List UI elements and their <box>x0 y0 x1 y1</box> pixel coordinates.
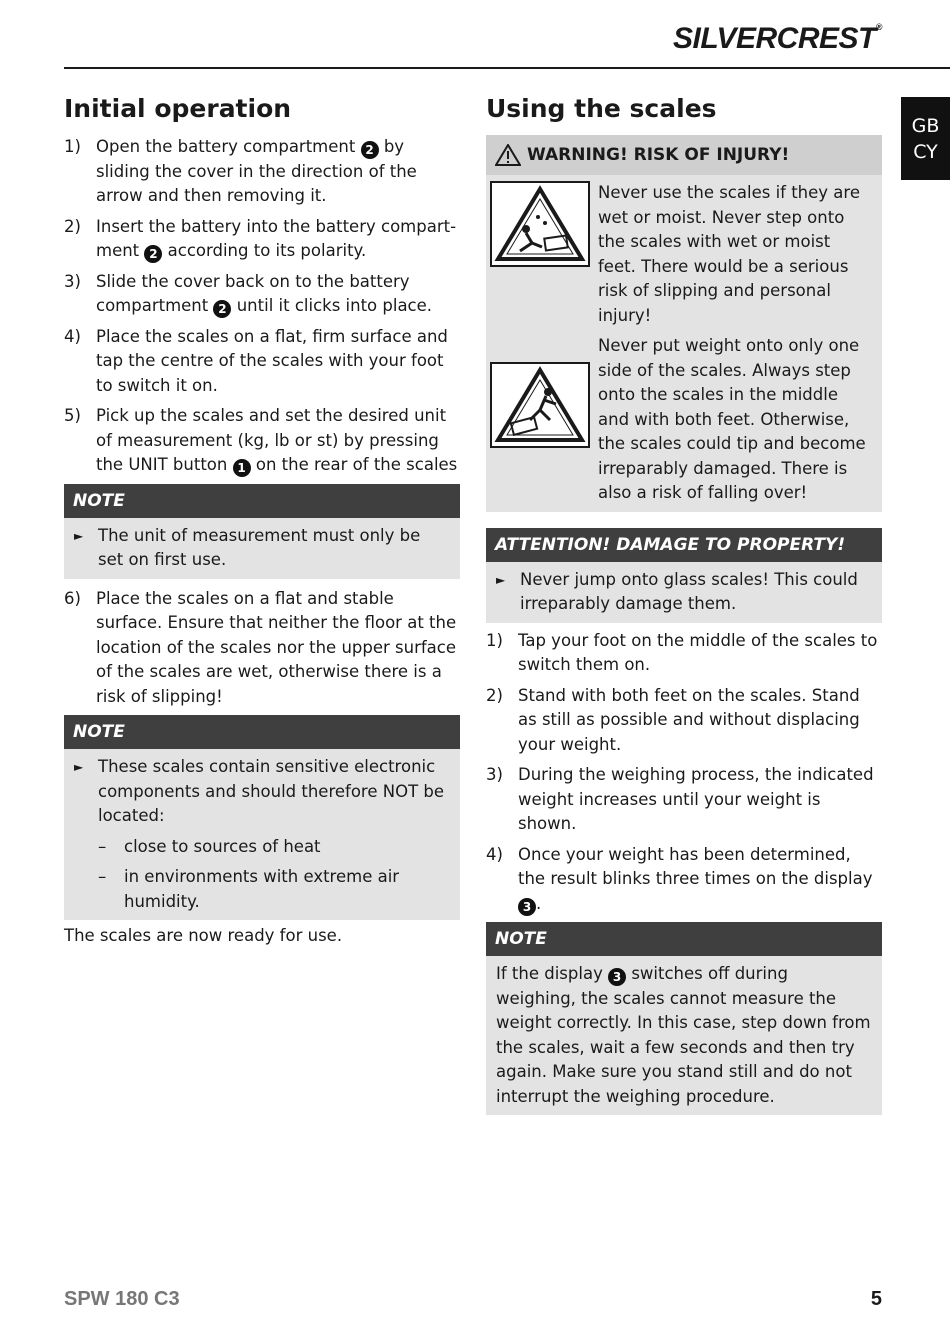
warning-box <box>486 135 882 512</box>
step-text: Tap your foot on the middle of the scales to switch them on. <box>518 630 878 674</box>
step-text: Open the battery compartment 2 by sliding the cover in the direction of the arrow and then removing it. <box>96 137 417 205</box>
section-title: Using the scales <box>486 94 717 123</box>
note-heading: NOTE <box>486 922 882 956</box>
note-box <box>64 484 460 579</box>
steps-list <box>64 587 460 710</box>
dash-item: – close to sources of heat <box>74 835 450 860</box>
dash-icon: – <box>98 836 107 856</box>
model-number: SPW 180 C3 <box>64 1288 180 1310</box>
part-number-badge: 2 <box>144 245 162 263</box>
step-text: Insert the battery into the battery compartment 2 according to its polarity. <box>96 216 457 261</box>
note-box <box>64 715 460 920</box>
brand-logo: SILVERCREST® <box>672 22 882 55</box>
step-item <box>64 325 460 399</box>
warning-triangle-icon <box>495 144 521 166</box>
step-number: 3) <box>64 271 81 291</box>
step-item <box>64 135 460 209</box>
step-item <box>64 587 460 710</box>
language-tab <box>901 97 950 180</box>
step-item <box>64 270 460 319</box>
ready-text: The scales are now ready for use. <box>64 926 343 945</box>
attention-bullet: ► Never jump onto glass scales! This could irreparably damage them. <box>496 568 872 617</box>
note-text: If the display 3 switches off during weighing, the scales cannot measure the weight correctly. In this case, step down from the scales, wait a few seconds and then try again. Make sure you stand still and do not interrupt the weighing procedure. <box>496 964 871 1106</box>
step-item <box>486 684 882 758</box>
part-number-badge: 3 <box>518 898 536 916</box>
language-code-cy: CY <box>913 140 938 163</box>
step-text: Pick up the scales and set the desired unit of measurement (kg, lb or st) by pressing the UNIT button 1 on the rear of the scales <box>96 406 458 475</box>
warning-text: Never put weight onto only one side of the scales. Always step onto the scales in the middle and with both feet. Otherwise, the scales could tip and become irreparably damaged. There is also a risk of falling over! <box>598 336 866 502</box>
attention-heading: ATTENTION! DAMAGE TO PROPERTY! <box>486 528 882 562</box>
step-number: 4) <box>486 844 503 864</box>
step-text: Slide the cover back on to the battery compartment 2 until it clicks into place. <box>96 271 433 316</box>
part-number-badge: 1 <box>233 459 251 477</box>
step-number: 4) <box>64 326 81 346</box>
step-item <box>486 843 882 917</box>
wet-slip-pictogram-icon <box>490 181 590 328</box>
step-number: 5) <box>64 406 81 425</box>
initial-operation-section <box>64 93 460 949</box>
page-number: 5 <box>870 1288 882 1310</box>
step-number: 1) <box>64 137 81 156</box>
step-number: 1) <box>486 630 503 650</box>
attention-box <box>486 528 882 623</box>
step-item <box>486 763 882 837</box>
dash-item: – in environments with extreme air humidity. <box>74 865 450 914</box>
step-number: 2) <box>64 216 81 236</box>
step-number: 6) <box>64 588 81 608</box>
header-rule <box>64 67 950 69</box>
step-item <box>64 404 460 478</box>
part-number-badge: 2 <box>361 141 379 159</box>
using-scales-section <box>486 93 882 1123</box>
note-box <box>486 922 882 1115</box>
warning-text: Never use the scales if they are wet or moist. Never step onto the scales with wet or moist feet. There would be a serious risk of slipping and personal injury! <box>598 183 860 325</box>
step-number: 3) <box>486 765 503 784</box>
step-text: Place the scales on a flat and stable surface. Ensure that neither the floor at the location of the scales nor the upper surface of the scales are wet, otherwise there is a risk of slipping! <box>96 588 457 706</box>
steps-list <box>64 135 460 478</box>
warning-heading: WARNING! RISK OF INJURY! <box>486 135 882 175</box>
arrow-bullet-icon: ► <box>496 572 506 587</box>
section-title: Initial operation <box>64 94 292 123</box>
note-heading: NOTE <box>64 715 460 749</box>
language-code-gb: GB <box>911 114 940 137</box>
steps-list <box>486 629 882 917</box>
note-heading: NOTE <box>64 484 460 518</box>
step-item <box>486 629 882 678</box>
step-text: During the weighing process, the indicated weight increases until your weight is shown. <box>518 765 874 833</box>
part-number-badge: 2 <box>213 300 231 318</box>
tipping-pictogram-icon <box>490 334 590 506</box>
arrow-bullet-icon: ► <box>74 528 84 543</box>
note-bullet: ► The unit of measurement must only be set on first use. <box>74 524 450 573</box>
step-text: Place the scales on a flat, firm surface and tap the centre of the scales with your foot to switch it on. <box>96 326 448 395</box>
note-bullet: ► These scales contain sensitive electronic components and should therefore NOT be located: <box>74 755 450 829</box>
step-number: 2) <box>486 685 503 705</box>
step-item <box>64 215 460 264</box>
step-text: Once your weight has been determined, the result blinks three times on the display 3 . <box>518 844 873 914</box>
step-text: Stand with both feet on the scales. Stand as still as possible and without displacing your weight. <box>518 685 860 754</box>
dash-icon: – <box>98 867 107 886</box>
arrow-bullet-icon: ► <box>74 760 84 774</box>
part-number-badge: 3 <box>608 968 626 986</box>
